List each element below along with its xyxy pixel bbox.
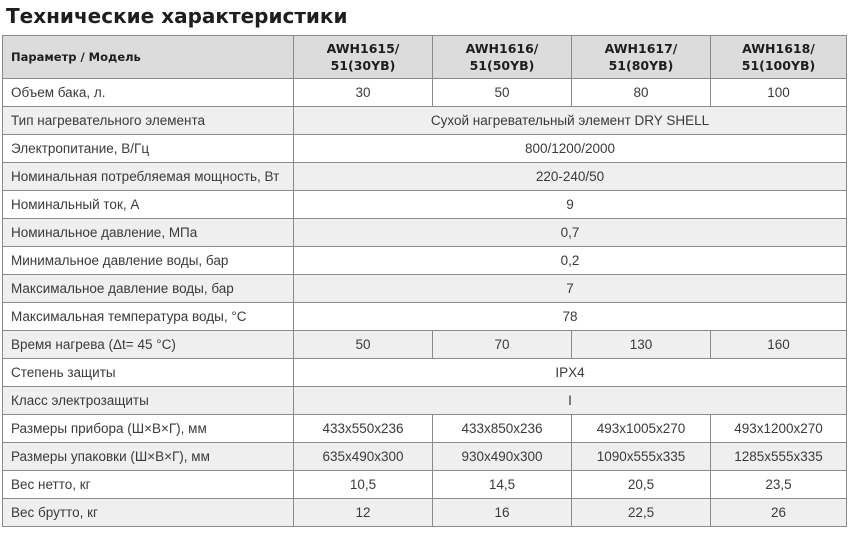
table-row [3,303,847,331]
row-value-merged: Сухой нагревательный элемент DRY SHELL [294,107,847,135]
table-row [3,331,847,359]
table-row [3,135,847,163]
row-label: Класс электрозащиты [3,387,294,415]
row-label: Максимальная температура воды, °С [3,303,294,331]
row-value: 100 [711,79,847,107]
row-label: Номинальное давление, МПа [3,219,294,247]
row-value: 130 [572,331,711,359]
row-label: Номинальная потребляемая мощность, Вт [3,163,294,191]
row-value: 30 [294,79,433,107]
row-value: 20,5 [572,471,711,499]
row-label: Вес нетто, кг [3,471,294,499]
row-value: 635x490x300 [294,443,433,471]
row-label: Максимальное давление воды, бар [3,275,294,303]
table-row [3,275,847,303]
header-model: AWH1617/ 51(80YB) [572,36,711,79]
row-value: 70 [433,331,572,359]
row-value: 14,5 [433,471,572,499]
row-value-merged: I [294,387,847,415]
row-value-merged: 7 [294,275,847,303]
row-value-merged: 0,2 [294,247,847,275]
table-row [3,387,847,415]
row-value-merged: 220-240/50 [294,163,847,191]
table-row [3,471,847,499]
spec-table-body [3,79,847,527]
header-model: AWH1618/ 51(100YB) [711,36,847,79]
row-value-merged: 800/1200/2000 [294,135,847,163]
row-value: 493x1005x270 [572,415,711,443]
row-value: 12 [294,499,433,527]
table-row [3,219,847,247]
row-value: 433x850x236 [433,415,572,443]
page-title: Технические характеристики [6,4,348,28]
row-value: 1090x555x335 [572,443,711,471]
spec-table [2,35,847,527]
row-value: 23,5 [711,471,847,499]
row-value: 50 [433,79,572,107]
row-value: 22,5 [572,499,711,527]
row-value-merged: 0,7 [294,219,847,247]
row-value: 10,5 [294,471,433,499]
row-label: Тип нагревательного элемента [3,107,294,135]
row-value: 50 [294,331,433,359]
row-value-merged: IPX4 [294,359,847,387]
row-value: 16 [433,499,572,527]
row-value: 80 [572,79,711,107]
row-label: Степень защиты [3,359,294,387]
row-value: 930x490x300 [433,443,572,471]
header-param-label: Параметр / Модель [3,36,294,79]
row-label: Время нагрева (Δt= 45 °С) [3,331,294,359]
row-value: 26 [711,499,847,527]
row-value: 160 [711,331,847,359]
row-label: Размеры упаковки (Ш×В×Г), мм [3,443,294,471]
table-row [3,499,847,527]
row-value: 493x1200x270 [711,415,847,443]
row-value: 1285x555x335 [711,443,847,471]
table-row [3,415,847,443]
row-value: 433x550x236 [294,415,433,443]
table-row [3,107,847,135]
row-label: Электропитание, В/Гц [3,135,294,163]
table-row [3,443,847,471]
table-row [3,163,847,191]
row-value-merged: 9 [294,191,847,219]
row-label: Минимальное давление воды, бар [3,247,294,275]
row-value-merged: 78 [294,303,847,331]
row-label: Размеры прибора (Ш×В×Г), мм [3,415,294,443]
header-model: AWH1616/ 51(50YB) [433,36,572,79]
row-label: Объем бака, л. [3,79,294,107]
row-label: Вес брутто, кг [3,499,294,527]
table-row [3,359,847,387]
row-label: Номинальный ток, А [3,191,294,219]
table-row [3,191,847,219]
table-row [3,247,847,275]
table-row [3,79,847,107]
header-row [3,36,847,79]
header-model: AWH1615/ 51(30YB) [294,36,433,79]
